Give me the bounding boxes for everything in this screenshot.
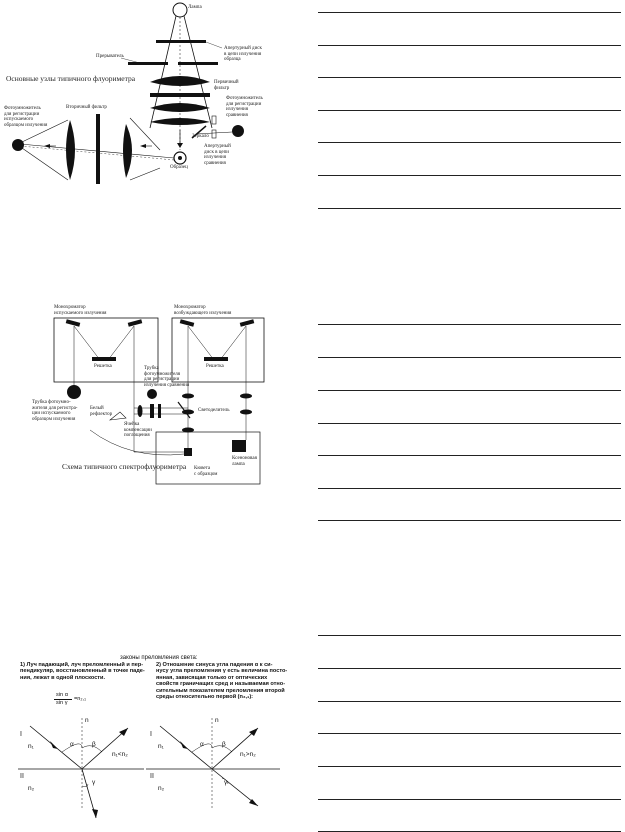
fluorimeter-title: Основные узлы типичного флуориметра	[6, 74, 136, 83]
left-medium-I: I	[20, 731, 22, 738]
right-medium-II: II	[150, 773, 154, 780]
left-n1: n₁	[28, 743, 34, 750]
emission-mono-label: Монохроматор испускаемого излучения	[54, 305, 107, 316]
left-medium-II: II	[20, 773, 24, 780]
grating-left-label: Решетка	[94, 364, 112, 369]
primary-filter-label: Первичный фильтр	[214, 80, 239, 91]
right-beta: β	[222, 741, 226, 748]
left-alpha: α	[70, 741, 74, 748]
mirror-label: Зеркало	[192, 134, 209, 139]
left-beta: β	[92, 741, 96, 748]
formula-rhs: =n₂,₁	[74, 696, 86, 702]
pmt-reference-label: Фотоумножитель для регистрации излучения сравнения	[226, 96, 263, 118]
left-gamma: γ	[92, 779, 96, 786]
beam-splitter-label: Светоделитель	[198, 408, 230, 413]
spectrofluorimeter-title: Схема типичного спектрофлуориметра	[62, 462, 187, 471]
pmt-emission-label: Фотоумножитель для регистрации испускаемого образцом излучения	[4, 106, 48, 128]
aperture-excitation-label: Апертурный диск в цепи излучения образца	[224, 46, 262, 62]
left-relation: n₁<n₂	[112, 751, 128, 758]
sample-label: Образец	[170, 165, 188, 170]
right-gamma: γ	[224, 779, 228, 786]
secondary-filter-label: Вторичный фильтр	[66, 105, 107, 110]
pmt-emission-label: Трубка фотоумно- жителя для регистра- ции испускаемого образцом излучения	[32, 400, 78, 422]
right-n1: n₁	[158, 743, 164, 750]
formula-denominator: sin γ	[56, 700, 68, 706]
left-n2: n₂	[28, 785, 35, 792]
grating-right-label: Решетка	[206, 364, 224, 369]
compensation-cell-label: Ячейка компенсации поглощения	[124, 422, 152, 438]
right-alpha: α	[200, 741, 204, 748]
white-reflector-label: Белый рефлектор	[90, 406, 113, 417]
formula-numerator: sin α	[56, 692, 68, 698]
chopper-label: Прерыватель	[96, 54, 124, 59]
xenon-lamp-label: Ксеноновая лампа	[232, 456, 257, 467]
excitation-mono-label: Монохроматор возбуждающего излучения	[174, 305, 232, 316]
lamp-label: Лампа	[188, 5, 202, 10]
right-n2: n₂	[158, 785, 165, 792]
right-relation: n₁>n₂	[240, 751, 256, 758]
refraction-law-2: 2) Отношение синуса угла падения α к си- нусу угла преломления γ есть величина посто- янная, зависящая только от оптических свойств граничащих сред и называемая отно- сительным показателем преломления второй среды относительно первой (n₂,₁):	[156, 662, 288, 701]
left-normal-n: n	[85, 717, 89, 724]
right-normal-n: n	[215, 717, 219, 724]
cuvette-label: Кювета с образцом	[194, 466, 218, 477]
refraction-law-1: 1) Луч падающий, луч преломленный и пер- пендикуляр, восстановленный в точке паде- ния, лежат в одной плоскости.	[20, 662, 145, 681]
refraction-heading: законы преломления света:	[120, 655, 198, 661]
right-medium-I: I	[150, 731, 152, 738]
aperture-reference-label: Апертурный диск в цепи излучения сравнения	[204, 144, 231, 166]
pmt-reference-label: Трубка фотоумножителя для регистрации излучения сравнения	[144, 366, 190, 388]
